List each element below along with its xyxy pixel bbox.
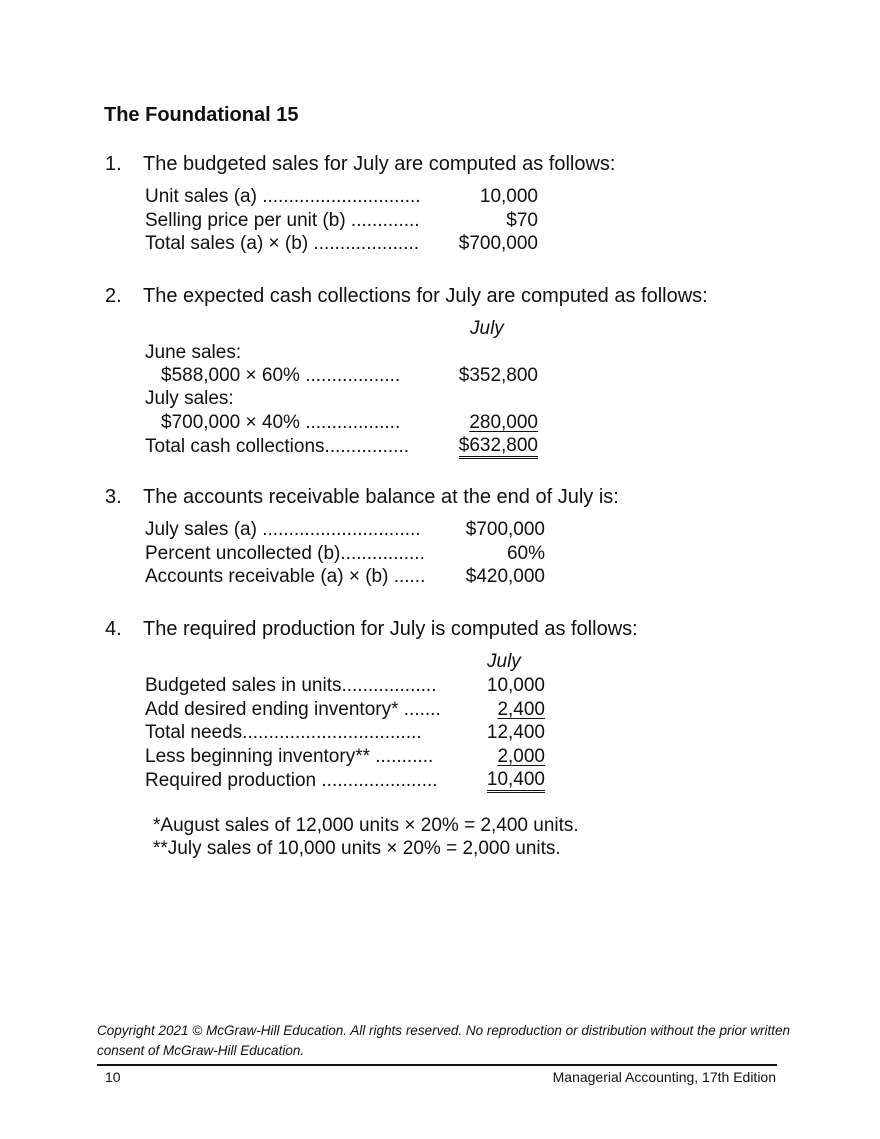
row-label: Less beginning inventory** ........... [145, 746, 434, 767]
footer-rule [97, 1064, 777, 1066]
row-value: 280,000 [469, 412, 538, 433]
row-label: July sales (a) .............................. [145, 519, 421, 540]
item-text-2: The expected cash collections for July are computed as follows: [143, 285, 708, 307]
q4-column-header: July [487, 651, 521, 672]
page-number: 10 [105, 1069, 121, 1085]
row-label: July sales: [145, 388, 234, 409]
item-number-3: 3. [105, 486, 122, 508]
row-value: 10,400 [487, 770, 545, 793]
row-value: 60% [506, 543, 545, 564]
q4-row-required-production [145, 770, 545, 794]
row-label: Total needs.................................. [145, 722, 422, 743]
q3-row-july-sales [145, 519, 545, 543]
row-label: Add desired ending inventory* ....... [145, 699, 441, 720]
row-label: Unit sales (a) .............................. [145, 186, 421, 207]
item-number-4: 4. [105, 618, 122, 640]
q1-row-total-sales [145, 233, 538, 257]
q4-row-total-needs [145, 722, 545, 746]
book-title: Managerial Accounting, 17th Edition [552, 1069, 776, 1085]
page-title: The Foundational 15 [104, 104, 299, 126]
item-text-4: The required production for July is computed as follows: [143, 618, 638, 640]
row-value: $352,800 [458, 365, 538, 386]
row-value: $420,000 [465, 566, 545, 587]
row-value: 10,000 [486, 675, 545, 696]
row-value: $700,000 [465, 519, 545, 540]
q2-row-june-calc [145, 365, 538, 389]
item-text-1: The budgeted sales for July are computed as follows: [143, 153, 616, 175]
row-label: Percent uncollected (b)................ [145, 543, 425, 564]
row-label: Required production ...................... [145, 770, 438, 791]
row-label: $700,000 × 40% .................. [161, 412, 401, 433]
q3-row-percent-uncollected [145, 543, 545, 567]
row-value: $70 [506, 210, 538, 231]
item-number-1: 1. [105, 153, 122, 175]
q1-row-unit-sales [145, 186, 538, 210]
row-value: $700,000 [458, 233, 538, 254]
q4-row-ending-inventory [145, 699, 545, 723]
footnote-august: *August sales of 12,000 units × 20% = 2,400 units. [153, 815, 579, 836]
q2-row-july-calc [145, 412, 538, 436]
q4-row-budgeted-sales [145, 675, 545, 699]
item-number-2: 2. [105, 285, 122, 307]
row-label: Total cash collections................ [145, 436, 409, 457]
row-label: Budgeted sales in units.................. [145, 675, 437, 696]
row-value: 2,400 [497, 699, 545, 720]
q2-row-june-sales [145, 342, 538, 366]
row-label: June sales: [145, 342, 242, 363]
row-value: $632,800 [459, 436, 538, 459]
row-value: 2,000 [497, 746, 545, 767]
q2-row-july-sales [145, 388, 538, 412]
q2-column-header: July [470, 318, 504, 339]
item-text-3: The accounts receivable balance at the end of July is: [143, 486, 619, 508]
row-label: $588,000 × 60% .................. [161, 365, 401, 386]
q2-row-total [145, 436, 538, 460]
row-label: Selling price per unit (b) ............. [145, 210, 420, 231]
row-value: 12,400 [486, 722, 545, 743]
row-label: Accounts receivable (a) × (b) ...... [145, 566, 426, 587]
copyright-notice: Copyright 2021 © McGraw-Hill Education. All rights reserved. No reproduction or distribution without the prior written consent of McGraw-Hill Education. [97, 1023, 790, 1058]
footnote-july: **July sales of 10,000 units × 20% = 2,000 units. [153, 838, 561, 859]
row-label: Total sales (a) × (b) .................... [145, 233, 419, 254]
q1-row-selling-price [145, 210, 538, 234]
q3-row-accounts-receivable [145, 566, 545, 590]
row-value: 10,000 [479, 186, 538, 207]
q4-row-beginning-inventory [145, 746, 545, 770]
